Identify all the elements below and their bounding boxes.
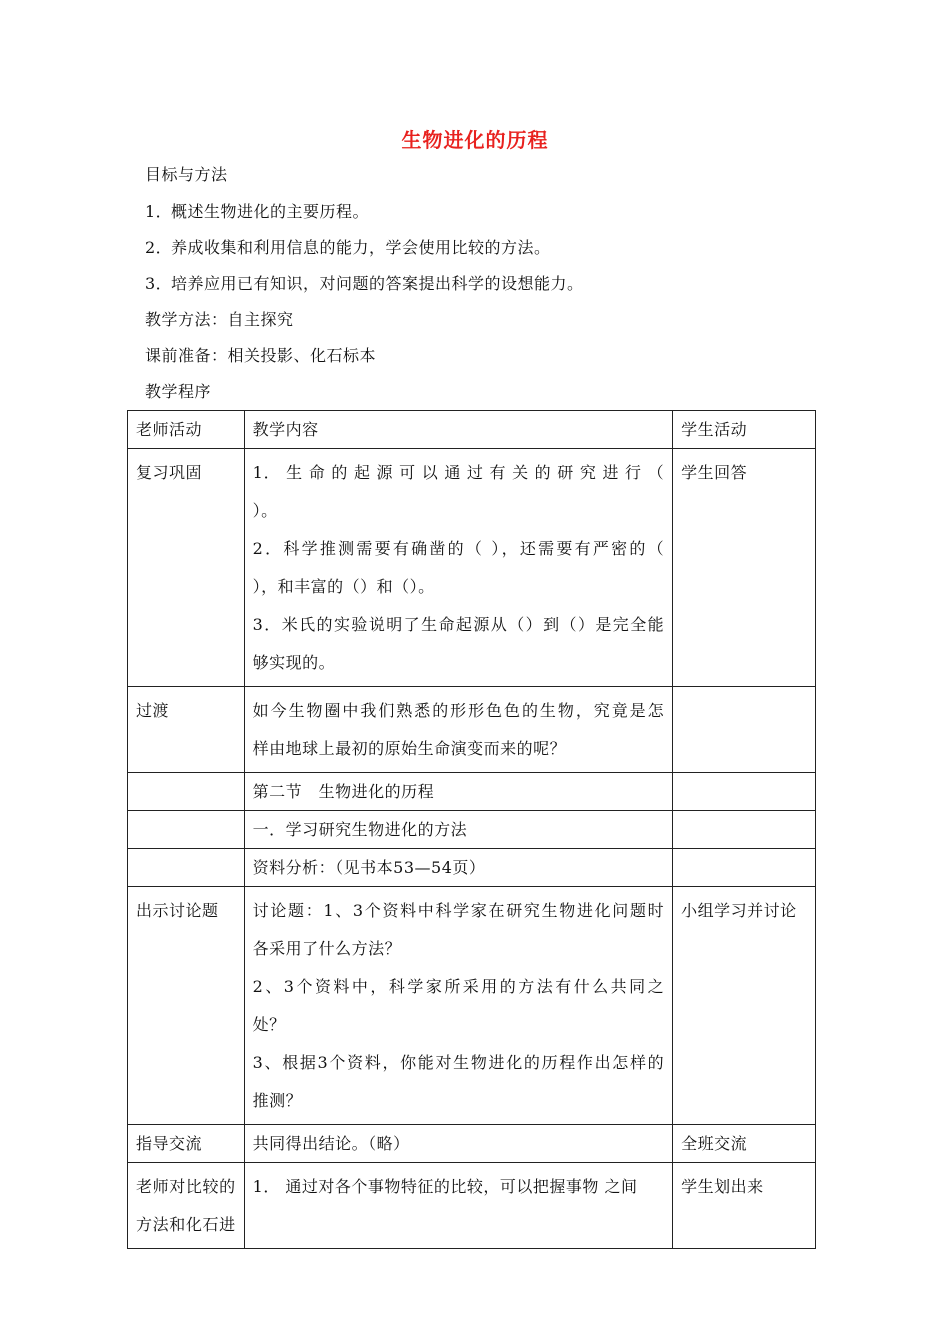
content-cell bbox=[244, 449, 673, 687]
teacher-line: 方法和化石进 bbox=[136, 1215, 236, 1234]
table-row bbox=[128, 1163, 816, 1249]
student-cell bbox=[673, 773, 816, 811]
header-teacher: 老师活动 bbox=[128, 411, 245, 449]
table-row bbox=[128, 849, 816, 887]
goal-text: 养成收集和利用信息的能力，学会使用比较的方法。 bbox=[171, 238, 551, 257]
table-row bbox=[128, 811, 816, 849]
content-line: 样由地球上最初的原始生命演变而来的呢？ bbox=[252, 739, 567, 758]
class-preparation: 课前准备：相关投影、化石标本 bbox=[145, 346, 377, 365]
header-content: 教学内容 bbox=[244, 411, 673, 449]
teacher-cell: 指导交流 bbox=[128, 1125, 245, 1163]
goal-item bbox=[145, 199, 369, 222]
content-line: 1． 通过对各个事物特征的比较，可以把握事物 之间 bbox=[252, 1177, 638, 1196]
teacher-cell bbox=[128, 849, 245, 887]
content-cell: 第二节 生物进化的历程 bbox=[244, 773, 673, 811]
student-cell: 学生划出来 bbox=[673, 1163, 816, 1249]
lesson-table bbox=[127, 410, 816, 1249]
table-row bbox=[128, 887, 816, 1125]
content-line: ）。 bbox=[252, 501, 278, 520]
goal-text: 概述生物进化的主要历程。 bbox=[171, 202, 370, 221]
table-row bbox=[128, 449, 816, 687]
content-cell bbox=[244, 1163, 673, 1249]
procedure-heading: 教学程序 bbox=[145, 382, 212, 401]
teacher-cell: 过渡 bbox=[128, 687, 245, 773]
content-line: 如今生物圈中我们熟悉的形形色色的生物，究竟是怎 bbox=[252, 701, 665, 720]
content-cell: 资料分析：（见书本53—54页） bbox=[244, 849, 673, 887]
content-line: 处？ bbox=[252, 1015, 286, 1034]
goal-number: 2． bbox=[145, 238, 173, 257]
teacher-cell: 出示讨论题 bbox=[128, 887, 245, 1125]
content-line: 讨论题：1、3个资料中科学家在研究生物进化问题时 bbox=[252, 901, 665, 920]
student-cell: 全班交流 bbox=[673, 1125, 816, 1163]
table-row bbox=[128, 773, 816, 811]
content-line: 2．科学推测需要有确凿的（ ），还需要有严密的（ bbox=[252, 539, 665, 558]
header-student: 学生活动 bbox=[673, 411, 816, 449]
table-row bbox=[128, 1125, 816, 1163]
student-cell: 小组学习并讨论 bbox=[673, 887, 816, 1125]
goal-number: 1． bbox=[145, 202, 173, 221]
goal-number: 3． bbox=[145, 274, 173, 293]
content-line: 3．米氏的实验说明了生命起源从（）到（）是完全能 bbox=[252, 615, 665, 634]
goal-item bbox=[145, 271, 584, 294]
teacher-cell bbox=[128, 773, 245, 811]
content-line: 1． 生 命 的 起 源 可 以 通 过 有 关 的 研 究 进 行 （ bbox=[252, 463, 665, 482]
content-line: 够实现的。 bbox=[252, 653, 336, 672]
teacher-cell bbox=[128, 811, 245, 849]
teacher-cell: 复习巩固 bbox=[128, 449, 245, 687]
goal-item bbox=[145, 235, 551, 258]
content-cell bbox=[244, 687, 673, 773]
student-cell bbox=[673, 687, 816, 773]
table-header-row bbox=[128, 411, 816, 449]
table-row bbox=[128, 687, 816, 773]
content-line: 3、根据3个资料，你能对生物进化的历程作出怎样的 bbox=[252, 1053, 665, 1072]
content-line: 2、3个资料中，科学家所采用的方法有什么共同之 bbox=[252, 977, 665, 996]
teaching-method: 教学方法：自主探究 bbox=[145, 310, 294, 329]
content-cell: 一．学习研究生物进化的方法 bbox=[244, 811, 673, 849]
content-cell: 共同得出结论。（略） bbox=[244, 1125, 673, 1163]
content-line: 推测？ bbox=[252, 1091, 303, 1110]
student-cell bbox=[673, 849, 816, 887]
page-title: 生物进化的历程 bbox=[401, 128, 549, 152]
student-cell bbox=[673, 811, 816, 849]
teacher-cell bbox=[128, 1163, 245, 1249]
content-line: ），和丰富的（）和（）。 bbox=[252, 577, 435, 596]
student-cell: 学生回答 bbox=[673, 449, 816, 687]
teacher-line: 老师对比较的 bbox=[136, 1177, 236, 1196]
goals-heading: 目标与方法 bbox=[145, 165, 228, 184]
content-cell bbox=[244, 887, 673, 1125]
goal-text: 培养应用已有知识，对问题的答案提出科学的设想能力。 bbox=[171, 274, 584, 293]
content-line: 各采用了什么方法？ bbox=[252, 939, 402, 958]
